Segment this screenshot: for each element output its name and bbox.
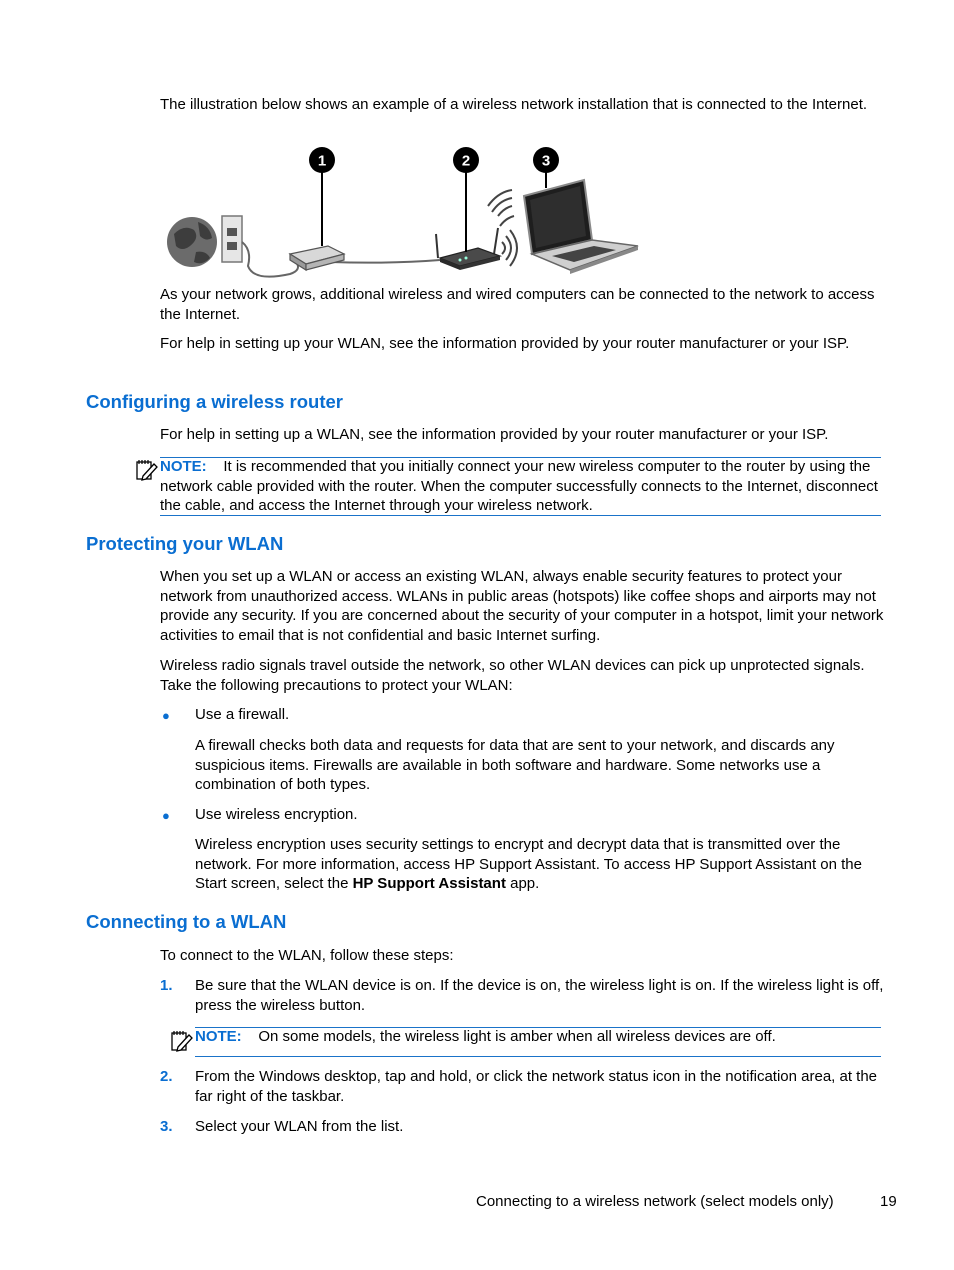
svg-text:2: 2 (461, 152, 471, 170)
note-icon (171, 1030, 193, 1052)
paragraph-security-features: When you set up a WLAN or access an existing WLAN, always enable security features to protect your network from unauthorized access. WLANs in public areas (hotspots) like coffee shops and airports may not provide any security. If you are concerned about the security of your computer in a hotspot, limit your network activities to email that is not confidential and basic Internet surfing. (160, 568, 884, 644)
callout-1 (309, 147, 335, 173)
bullet-marker: ● (162, 708, 170, 723)
hp-support-assistant-bold: HP Support Assistant (352, 875, 506, 892)
step-number: 3. (160, 1118, 173, 1135)
step-number: 2. (160, 1068, 173, 1085)
paragraph-router-help: For help in setting up a WLAN, see the information provided by your router manufacturer or your ISP. (160, 426, 829, 443)
svg-text:3: 3 (541, 152, 551, 170)
wireless-signal-icon (502, 230, 517, 266)
paragraph-network-grows: As your network grows, additional wireless and wired computers can be connected to the network to access the Internet. (160, 286, 875, 323)
heading-protecting-wlan: Protecting your WLAN (86, 533, 284, 554)
router-icon (436, 228, 500, 270)
note-label: NOTE: (195, 1028, 242, 1045)
step-1-text: Be sure that the WLAN device is on. If the device is on, the wireless light is on. If the wireless light is off, press the wireless button. (195, 977, 884, 1014)
paragraph-radio-signals: Wireless radio signals travel outside the network, so other WLAN devices can pick up unprotected signals. Take the following precautions to protect your WLAN: (160, 657, 865, 694)
note-label: NOTE: (160, 458, 207, 475)
paragraph-help-setup: For help in setting up your WLAN, see the information provided by your router manufacturer or your ISP. (160, 335, 850, 352)
note-text: It is recommended that you initially connect your new wireless computer to the router by using the network cable provided with the router. When the computer successfully connects to the Internet, disconnect the cable, and access the Internet through your wireless network. (160, 458, 878, 514)
note-content (195, 1027, 881, 1047)
note-box (195, 1027, 881, 1057)
step-2-text: From the Windows desktop, tap and hold, or click the network status icon in the notification area, at the far right of the taskbar. (195, 1068, 878, 1105)
laptop-icon (524, 180, 638, 274)
step-number: 1. (160, 977, 173, 994)
callout-3 (533, 147, 559, 173)
network-illustration (160, 142, 650, 282)
wall-jack-icon (222, 216, 242, 262)
step-3-text: Select your WLAN from the list. (195, 1118, 404, 1135)
heading-connecting-wlan: Connecting to a WLAN (86, 911, 287, 932)
footer-title: Connecting to a wireless network (select models only) (476, 1193, 834, 1210)
intro-paragraph: The illustration below shows an example of a wireless network installation that is connected to the Internet. (160, 96, 868, 113)
paragraph-encryption-desc (195, 835, 885, 894)
bullet-marker: ● (162, 808, 170, 823)
globe-icon (167, 217, 217, 267)
paragraph-steps-intro: To connect to the WLAN, follow these steps: (160, 947, 454, 964)
svg-text:1: 1 (317, 152, 327, 170)
heading-configuring-router: Configuring a wireless router (86, 391, 343, 412)
bullet-firewall: Use a firewall. (195, 706, 290, 723)
note-icon (136, 459, 158, 481)
wireless-signal-icon (488, 190, 514, 226)
callout-2 (453, 147, 479, 173)
page-number: 19 (880, 1193, 897, 1210)
bullet-encryption: Use wireless encryption. (195, 806, 358, 823)
note-content (160, 457, 881, 516)
note-text: On some models, the wireless light is amber when all wireless devices are off. (258, 1028, 776, 1045)
encryption-desc-text: Wireless encryption uses security settings to encrypt and decrypt data that is transmitted over the network. For more information, access HP Support Assistant. To access HP Support Assistant on the Start screen, select the (195, 836, 862, 892)
note-box (160, 457, 881, 516)
encryption-desc-end: app. (505, 875, 540, 892)
paragraph-firewall-desc: A firewall checks both data and requests for data that are sent to your network, and discards any suspicious items. Firewalls are available in both software and hardware. Some networks use a combination of both types. (195, 737, 835, 793)
